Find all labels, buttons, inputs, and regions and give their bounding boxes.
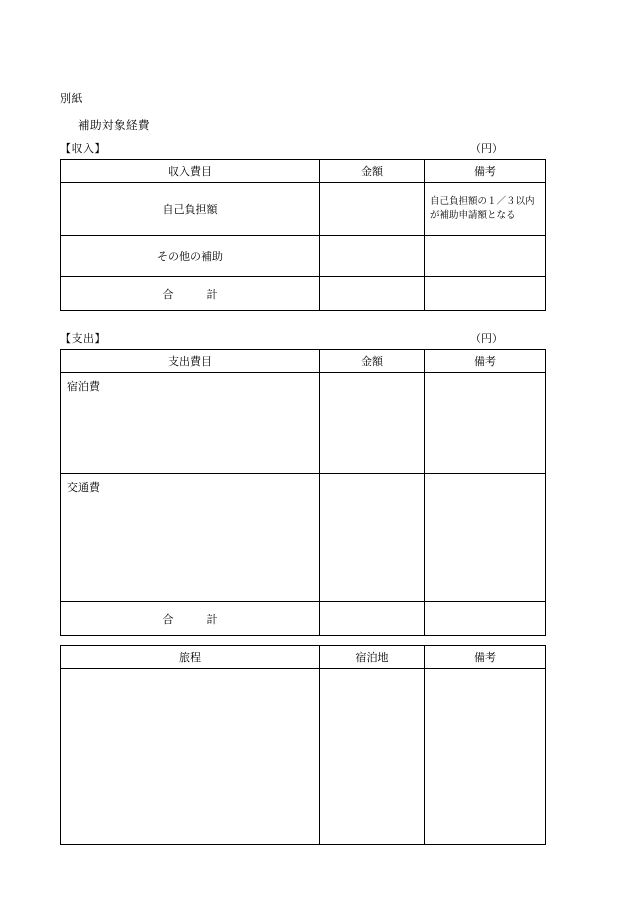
income-col-note: 備考 [425,160,546,183]
table-header-row [61,646,546,669]
income-col-amount: 金額 [320,160,425,183]
income-section-heading: 【収入】 [60,143,106,155]
income-item-self: 自己負担額 [61,183,320,236]
expense-note-transport[interactable] [425,474,546,602]
table-header-row [61,160,546,183]
income-item-total: 合 計 [61,277,320,311]
income-amount-self[interactable] [320,183,425,236]
expense-amount-lodging[interactable] [320,373,425,474]
table-header-row [61,350,546,373]
itinerary-note-cell[interactable] [425,669,546,845]
table-row [61,669,546,845]
income-note-self-line2: が補助申請額となる [430,211,516,221]
expense-amount-total[interactable] [320,602,425,636]
expense-table [60,349,546,636]
table-row [61,236,546,277]
expense-amount-transport[interactable] [320,474,425,602]
expense-item-lodging: 宿泊費 [61,373,320,474]
income-note-self-line1: 自己負担額の１／３以内 [430,196,535,207]
expense-section-heading: 【支出】 [60,333,106,345]
expense-col-amount: 金額 [320,350,425,373]
itinerary-col-route: 旅程 [61,646,320,669]
expense-note-lodging[interactable] [425,373,546,474]
income-amount-other[interactable] [320,236,425,277]
expense-item-total: 合 計 [61,602,320,636]
income-unit-label: （円） [470,143,503,155]
income-amount-total[interactable] [320,277,425,311]
page-title: 補助対象経費 [78,120,150,132]
expense-col-note: 備考 [425,350,546,373]
itinerary-col-lodging: 宿泊地 [320,646,425,669]
expense-col-item: 支出費目 [61,350,320,373]
income-col-item: 収入費目 [61,160,320,183]
itinerary-table [60,645,546,845]
income-table [60,159,546,311]
income-note-other[interactable] [425,236,546,277]
itinerary-lodging-cell[interactable] [320,669,425,845]
attachment-label: 別紙 [60,93,83,105]
expense-unit-label: （円） [470,333,503,345]
income-note-total[interactable] [425,277,546,311]
table-row [61,602,546,636]
income-item-other: その他の補助 [61,236,320,277]
itinerary-route-cell[interactable] [61,669,320,845]
table-row [61,373,546,474]
table-row [61,474,546,602]
expense-note-total[interactable] [425,602,546,636]
expense-item-transport: 交通費 [61,474,320,602]
income-note-self [425,183,546,236]
table-row [61,277,546,311]
itinerary-col-note: 備考 [425,646,546,669]
table-row [61,183,546,236]
